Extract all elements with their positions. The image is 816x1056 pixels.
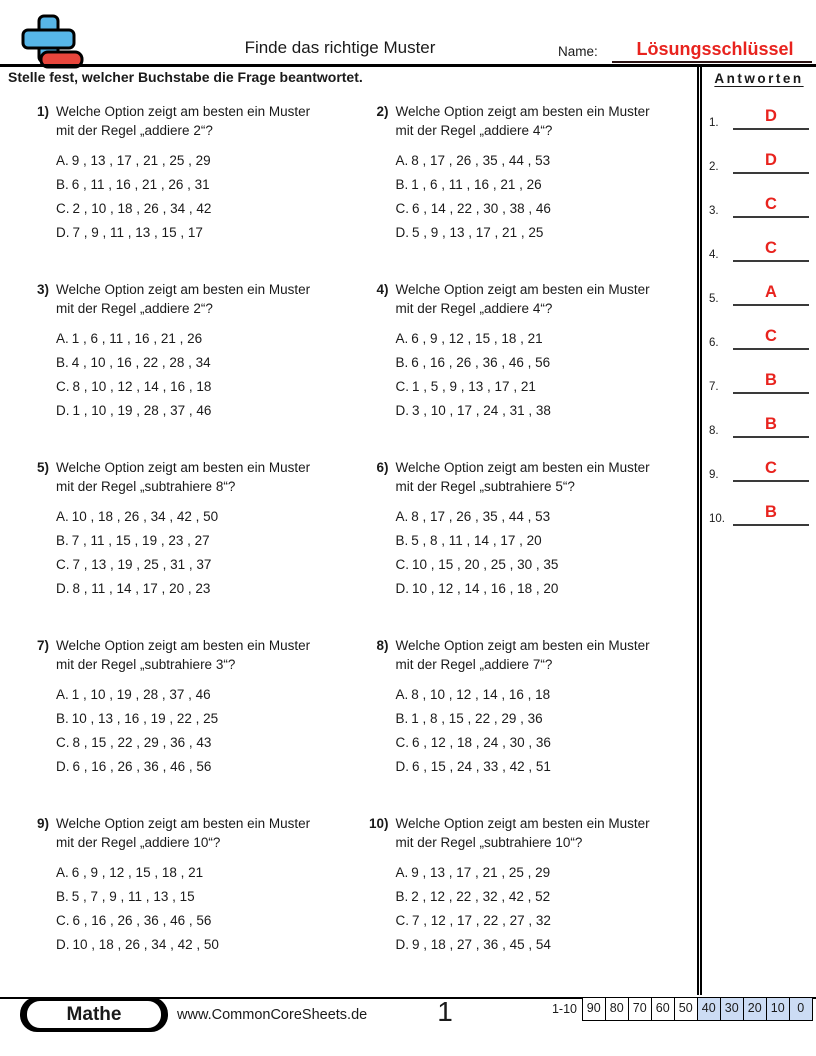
- question-number: 5): [36, 460, 49, 475]
- answer-row: [702, 306, 816, 350]
- question-text-line: Welche Option zeigt am besten ein Muster: [56, 104, 311, 119]
- option-label: A.: [56, 331, 69, 346]
- name-label: Name:: [558, 44, 598, 59]
- answer-blank-line: [733, 151, 809, 174]
- question-text-line: mit der Regel „subtrahiere 8“?: [56, 479, 236, 494]
- option-item: A. 8 , 10 , 12 , 14 , 16 , 18: [395, 687, 551, 702]
- option-item: B. 6 , 16 , 26 , 36 , 46 , 56: [395, 355, 551, 370]
- question-text-line: Welche Option zeigt am besten ein Muster: [56, 816, 311, 831]
- option-label: D.: [395, 581, 409, 596]
- option-item: D. 10 , 18 , 26 , 34 , 42 , 50: [56, 937, 219, 952]
- question-item: [364, 814, 694, 992]
- score-cell: 40: [697, 997, 722, 1021]
- option-item: D. 1 , 10 , 19 , 28 , 37 , 46: [56, 403, 212, 418]
- question-item: [24, 102, 354, 280]
- answer-blank-line: [733, 327, 809, 350]
- option-item: C. 7 , 13 , 19 , 25 , 31 , 37: [56, 557, 212, 572]
- option-label: C.: [395, 557, 409, 572]
- question-item: [364, 458, 694, 636]
- option-label: A.: [56, 153, 69, 168]
- answers-header: Antworten: [714, 71, 804, 86]
- question-text-line: mit der Regel „addiere 2“?: [56, 301, 213, 316]
- options-list: [396, 861, 650, 957]
- answer-row: [702, 174, 816, 218]
- options-list: [56, 505, 310, 601]
- score-cell: 60: [651, 997, 676, 1021]
- options-list: [396, 683, 650, 779]
- option-label: C.: [56, 735, 70, 750]
- answer-row: [702, 86, 816, 130]
- question-text-line: mit der Regel „addiere 7“?: [395, 657, 553, 672]
- question-number: 7): [36, 638, 49, 653]
- option-item: D. 10 , 12 , 14 , 16 , 18 , 20: [395, 581, 559, 596]
- option-item: C. 8 , 15 , 22 , 29 , 36 , 43: [56, 735, 212, 750]
- options-list: [56, 149, 310, 245]
- option-label: B.: [395, 355, 409, 370]
- option-label: A.: [395, 331, 409, 346]
- question-number: 3): [36, 282, 49, 297]
- option-item: B. 5 , 7 , 9 , 11 , 13 , 15: [56, 889, 195, 904]
- option-label: B.: [395, 889, 409, 904]
- answer-blank-line: [733, 283, 809, 306]
- option-item: A. 1 , 10 , 19 , 28 , 37 , 46: [56, 687, 211, 702]
- score-cell: 0: [789, 997, 814, 1021]
- option-item: B. 7 , 11 , 15 , 19 , 23 , 27: [56, 533, 210, 548]
- question-number: 8): [376, 638, 389, 653]
- option-label: D.: [56, 937, 70, 952]
- answer-row: [702, 438, 816, 482]
- score-cell: 50: [674, 997, 699, 1021]
- question-text-line: mit der Regel „addiere 10“?: [56, 835, 221, 850]
- option-item: A. 8 , 17 , 26 , 35 , 44 , 53: [395, 509, 551, 524]
- question-number: 9): [36, 816, 49, 831]
- question-text-line: mit der Regel „subtrahiere 5“?: [395, 479, 575, 494]
- answer-blank-line: [733, 239, 809, 262]
- page-number: 1: [437, 996, 453, 1027]
- answer-number: 9.: [709, 469, 719, 481]
- option-label: C.: [56, 557, 70, 572]
- option-item: B. 6 , 11 , 16 , 21 , 26 , 31: [56, 177, 210, 192]
- option-label: D.: [395, 403, 409, 418]
- question-text-line: mit der Regel „addiere 4“?: [395, 301, 553, 316]
- option-label: B.: [395, 177, 409, 192]
- option-label: D.: [56, 225, 70, 240]
- option-item: C. 8 , 10 , 12 , 14 , 16 , 18: [56, 379, 212, 394]
- option-label: C.: [56, 379, 70, 394]
- page-title: Finde das richtige Muster: [244, 38, 436, 57]
- option-item: C. 7 , 12 , 17 , 22 , 27 , 32: [395, 913, 551, 928]
- score-cell: 90: [582, 997, 607, 1021]
- question-body: [56, 102, 310, 280]
- answers-sidebar: [697, 67, 816, 995]
- option-item: D. 7 , 9 , 11 , 13 , 15 , 17: [56, 225, 203, 240]
- question-text-line: Welche Option zeigt am besten ein Muster: [395, 104, 650, 119]
- question-body: [56, 636, 310, 814]
- answer-blank-line: [733, 371, 809, 394]
- question-text-line: Welche Option zeigt am besten ein Muster: [56, 638, 311, 653]
- website-text: www.CommonCoreSheets.de: [177, 1007, 368, 1023]
- option-item: B. 1 , 8 , 15 , 22 , 29 , 36: [395, 711, 543, 726]
- question-number: 4): [376, 282, 389, 297]
- option-item: B. 10 , 13 , 16 , 19 , 22 , 25: [56, 711, 219, 726]
- option-label: B.: [395, 533, 409, 548]
- answer-letter: B: [765, 371, 777, 389]
- option-item: D. 5 , 9 , 13 , 17 , 21 , 25: [395, 225, 544, 240]
- name-blank-line: [612, 61, 812, 63]
- option-label: A.: [56, 865, 69, 880]
- answer-number: 8.: [709, 425, 719, 437]
- question-text-line: Welche Option zeigt am besten ein Muster: [395, 638, 650, 653]
- option-label: C.: [395, 379, 409, 394]
- option-item: B. 4 , 10 , 16 , 22 , 28 , 34: [56, 355, 211, 370]
- question-body: [56, 814, 310, 992]
- option-item: A. 6 , 9 , 12 , 15 , 18 , 21: [56, 865, 204, 880]
- answers-list: [702, 86, 816, 526]
- question-number: 6): [376, 460, 389, 475]
- options-list: [396, 149, 650, 245]
- answer-letter: C: [765, 239, 777, 257]
- score-cell: 80: [605, 997, 630, 1021]
- question-item: [364, 102, 694, 280]
- question-text-line: mit der Regel „subtrahiere 3“?: [56, 657, 236, 672]
- answer-row: [702, 394, 816, 438]
- plus-minus-icon: [16, 14, 84, 70]
- option-item: A. 6 , 9 , 12 , 15 , 18 , 21: [395, 331, 543, 346]
- option-label: B.: [56, 711, 69, 726]
- question-body: [396, 814, 650, 992]
- answer-row: [702, 262, 816, 306]
- answer-key-label: Lösungsschlüssel: [636, 39, 794, 59]
- option-label: A.: [56, 509, 69, 524]
- answer-letter: B: [765, 415, 777, 433]
- answer-letter: D: [765, 107, 777, 125]
- option-label: D.: [56, 403, 70, 418]
- answer-number: 1.: [709, 117, 719, 129]
- score-cells: [583, 997, 813, 1021]
- question-body: [396, 458, 650, 636]
- option-item: C. 6 , 16 , 26 , 36 , 46 , 56: [56, 913, 212, 928]
- question-text-line: Welche Option zeigt am besten ein Muster: [56, 282, 311, 297]
- question-text-line: mit der Regel „subtrahiere 10“?: [395, 835, 583, 850]
- question-body: [396, 102, 650, 280]
- option-label: B.: [56, 177, 69, 192]
- option-item: A. 10 , 18 , 26 , 34 , 42 , 50: [56, 509, 219, 524]
- answer-number: 5.: [709, 293, 719, 305]
- options-list: [396, 327, 650, 423]
- option-label: A.: [395, 687, 409, 702]
- answer-row: [702, 218, 816, 262]
- option-label: C.: [56, 201, 70, 216]
- answer-blank-line: [733, 195, 809, 218]
- score-cell: 30: [720, 997, 745, 1021]
- option-item: C. 1 , 5 , 9 , 13 , 17 , 21: [395, 379, 536, 394]
- options-list: [56, 683, 310, 779]
- question-text-line: Welche Option zeigt am besten ein Muster: [56, 460, 311, 475]
- subject-label: Mathe: [27, 1001, 161, 1028]
- option-item: D. 9 , 18 , 27 , 36 , 45 , 54: [395, 937, 551, 952]
- subject-badge: [20, 997, 168, 1032]
- score-cell: 10: [766, 997, 791, 1021]
- question-body: [56, 280, 310, 458]
- option-item: B. 1 , 6 , 11 , 16 , 21 , 26: [395, 177, 542, 192]
- options-list: [56, 327, 310, 423]
- answer-blank-line: [733, 459, 809, 482]
- options-list: [56, 861, 310, 957]
- answer-number: 3.: [709, 205, 719, 217]
- answer-blank-line: [733, 415, 809, 438]
- option-label: C.: [395, 913, 409, 928]
- option-label: C.: [395, 735, 409, 750]
- answer-letter: B: [765, 503, 777, 521]
- option-label: D.: [395, 937, 409, 952]
- answer-letter: C: [765, 195, 777, 213]
- option-label: D.: [56, 759, 70, 774]
- option-label: D.: [56, 581, 70, 596]
- answer-letter: A: [765, 283, 777, 301]
- question-item: [364, 280, 694, 458]
- answer-row: [702, 130, 816, 174]
- option-item: D. 6 , 15 , 24 , 33 , 42 , 51: [395, 759, 551, 774]
- option-item: C. 2 , 10 , 18 , 26 , 34 , 42: [56, 201, 212, 216]
- option-item: A. 8 , 17 , 26 , 35 , 44 , 53: [395, 153, 551, 168]
- option-label: B.: [56, 889, 69, 904]
- option-item: C. 6 , 14 , 22 , 30 , 38 , 46: [395, 201, 551, 216]
- option-item: A. 9 , 13 , 17 , 21 , 25 , 29: [395, 865, 551, 880]
- question-text-line: mit der Regel „addiere 4“?: [395, 123, 553, 138]
- question-text-line: Welche Option zeigt am besten ein Muster: [395, 282, 650, 297]
- answer-number: 6.: [709, 337, 719, 349]
- answer-blank-line: [733, 107, 809, 130]
- answer-number: 7.: [709, 381, 719, 393]
- header-divider: [0, 64, 816, 67]
- option-label: C.: [395, 201, 409, 216]
- score-range-label: 1-10: [551, 1002, 577, 1016]
- option-item: D. 3 , 10 , 17 , 24 , 31 , 38: [395, 403, 551, 418]
- answer-letter: C: [765, 459, 777, 477]
- answer-letter: D: [765, 151, 777, 169]
- option-item: B. 5 , 8 , 11 , 14 , 17 , 20: [395, 533, 542, 548]
- answer-letter: C: [765, 327, 777, 345]
- question-text-line: mit der Regel „addiere 2“?: [56, 123, 213, 138]
- question-number: 10): [368, 816, 389, 831]
- answer-blank-line: [733, 503, 809, 526]
- answer-row: [702, 482, 816, 526]
- options-list: [396, 505, 650, 601]
- option-label: C.: [56, 913, 70, 928]
- option-label: B.: [56, 355, 69, 370]
- question-text-line: Welche Option zeigt am besten ein Muster: [395, 460, 650, 475]
- option-item: B. 2 , 12 , 22 , 32 , 42 , 52: [395, 889, 551, 904]
- score-cell: 70: [628, 997, 653, 1021]
- option-item: D. 6 , 16 , 26 , 36 , 46 , 56: [56, 759, 212, 774]
- option-item: C. 6 , 12 , 18 , 24 , 30 , 36: [395, 735, 551, 750]
- option-item: D. 8 , 11 , 14 , 17 , 20 , 23: [56, 581, 211, 596]
- option-item: C. 10 , 15 , 20 , 25 , 30 , 35: [395, 557, 559, 572]
- question-body: [56, 458, 310, 636]
- instruction-text: Stelle fest, welcher Buchstabe die Frage beantwortet.: [8, 69, 363, 85]
- option-label: B.: [56, 533, 69, 548]
- question-item: [24, 280, 354, 458]
- questions-grid: [0, 92, 697, 992]
- option-label: A.: [56, 687, 69, 702]
- question-body: [396, 636, 650, 814]
- answer-number: 4.: [709, 249, 719, 261]
- question-item: [24, 458, 354, 636]
- answer-number: 2.: [709, 161, 719, 173]
- question-item: [24, 814, 354, 992]
- option-label: B.: [395, 711, 409, 726]
- score-cell: 20: [743, 997, 768, 1021]
- question-number: 2): [376, 104, 389, 119]
- question-text-line: Welche Option zeigt am besten ein Muster: [395, 816, 650, 831]
- question-item: [24, 636, 354, 814]
- option-label: A.: [395, 153, 409, 168]
- question-body: [396, 280, 650, 458]
- question-number: 1): [36, 104, 49, 119]
- option-item: A. 9 , 13 , 17 , 21 , 25 , 29: [56, 153, 211, 168]
- question-item: [364, 636, 694, 814]
- option-label: A.: [395, 509, 409, 524]
- option-label: D.: [395, 759, 409, 774]
- option-item: A. 1 , 6 , 11 , 16 , 21 , 26: [56, 331, 203, 346]
- answer-number: 10.: [709, 513, 725, 525]
- option-label: D.: [395, 225, 409, 240]
- score-bar: [552, 997, 813, 1021]
- answer-row: [702, 350, 816, 394]
- option-label: A.: [395, 865, 409, 880]
